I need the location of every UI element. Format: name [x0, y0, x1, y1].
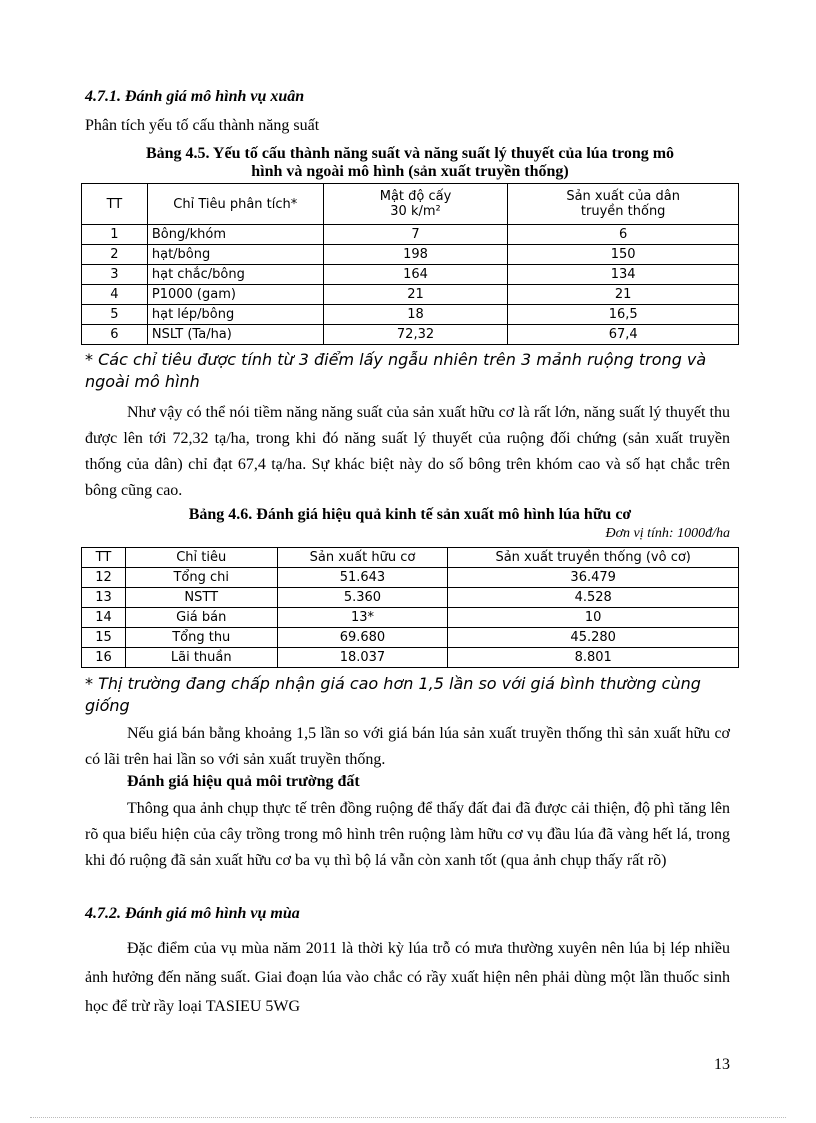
page-bottom-rule	[30, 1117, 786, 1118]
cell: 2	[82, 245, 148, 265]
table-row	[82, 628, 739, 648]
cell: 16	[82, 648, 126, 668]
cell: Tổng thu	[125, 628, 277, 648]
table-2-note	[85, 673, 745, 717]
page-number: 13	[714, 1056, 730, 1073]
table-row	[82, 285, 739, 305]
table-row	[82, 608, 739, 628]
cell: 67,4	[508, 325, 739, 345]
cell: 72,32	[323, 325, 508, 345]
header-density-line1: Mật độ cấy	[379, 189, 452, 204]
paragraph-soil: Thông qua ảnh chụp thực tế trên đồng ruộng để thấy đất đai đã được cải thiện, độ phì tăng lên rõ qua biểu hiện của cây trồng trong mô hình trên ruộng làm hữu cơ vụ đầu lúa đã vàng hết lá, trong khi đó ruộng đã sản xuất hữu cơ ba vụ thì bộ lá vẫn còn xanh tốt (qua ảnh chụp thấy rất rõ)	[85, 800, 730, 869]
table-row	[82, 588, 739, 608]
cell: 150	[508, 245, 739, 265]
table-1-note	[85, 349, 745, 393]
cell: 15	[82, 628, 126, 648]
table-row	[82, 265, 739, 285]
cell: 6	[508, 225, 739, 245]
paragraph-profit: Nếu giá bán bằng khoảng 1,5 lần so với giá bán lúa sản xuất truyền thống thì sản xuất hữu cơ có lãi trên hai lần so với sản xuất truyền thống.	[85, 725, 730, 768]
table-2-note-line1: * Thị trường đang chấp nhận giá cao hơn 1,5 lần so với giá bình thường cùng	[85, 674, 701, 693]
cell: 21	[323, 285, 508, 305]
paragraph-yield-potential: Như vậy có thể nói tiềm năng năng suất của sản xuất hữu cơ là rất lớn, năng suất lý thuyết thu được lên tới 72,32 tạ/ha, trong khi đó năng suất lý thuyết của ruộng đối chứng (sản xuất truyền thống của dân) chỉ đạt 67,4 tạ/ha. Sự khác biệt này do số bông trên khóm cao và số hạt chắc trên bông cũng cao.	[85, 404, 730, 499]
table-1-note-line2: ngoài mô hình	[85, 372, 200, 391]
section-heading-spring: 4.7.1. Đánh giá mô hình vụ xuân	[85, 88, 305, 105]
table-row	[82, 325, 739, 345]
header-traditional: Sản xuất truyền thống (vô cơ)	[448, 548, 739, 568]
economic-efficiency-table	[81, 547, 739, 668]
header-traditional	[508, 184, 739, 225]
cell: Bông/khóm	[147, 225, 323, 245]
cell: 18.037	[277, 648, 448, 668]
cell: 5.360	[277, 588, 448, 608]
table-1-note-line1: * Các chỉ tiêu được tính từ 3 điểm lấy ngẫu nhiên trên 3 mảnh ruộng trong và	[85, 350, 707, 369]
cell: NSTT	[125, 588, 277, 608]
cell: hạt lép/bông	[147, 305, 323, 325]
cell: hạt/bông	[147, 245, 323, 265]
header-indicator: Chỉ Tiêu phân tích*	[147, 184, 323, 225]
table-header-row	[82, 184, 739, 225]
table-row	[82, 568, 739, 588]
cell: 13*	[277, 608, 448, 628]
cell: 13	[82, 588, 126, 608]
table-header-row	[82, 548, 739, 568]
intro-text: Phân tích yếu tố cấu thành năng suất	[85, 117, 320, 134]
header-density-line2: 30 k/m²	[390, 204, 441, 219]
cell: 12	[82, 568, 126, 588]
cell: 21	[508, 285, 739, 305]
cell: 198	[323, 245, 508, 265]
cell: 1	[82, 225, 148, 245]
table-1-caption-line1: Bảng 4.5. Yếu tố cấu thành năng suất và năng suất lý thuyết của lúa trong mô	[145, 145, 675, 162]
header-traditional-line2: truyền thống	[580, 204, 666, 219]
header-indicator: Chỉ tiêu	[125, 548, 277, 568]
cell: P1000 (gam)	[147, 285, 323, 305]
table-1-caption	[80, 145, 740, 181]
header-tt: TT	[82, 548, 126, 568]
cell: 10	[448, 608, 739, 628]
cell: 6	[82, 325, 148, 345]
cell: 164	[323, 265, 508, 285]
section-heading-autumn: 4.7.2. Đánh giá mô hình vụ mùa	[85, 905, 300, 922]
cell: 16,5	[508, 305, 739, 325]
header-density	[323, 184, 508, 225]
cell: Tổng chi	[125, 568, 277, 588]
cell: 51.643	[277, 568, 448, 588]
cell: Giá bán	[125, 608, 277, 628]
header-tt: TT	[82, 184, 148, 225]
table-2-note-line2: giống	[85, 696, 130, 715]
cell: 14	[82, 608, 126, 628]
header-organic: Sản xuất hữu cơ	[277, 548, 448, 568]
cell: 5	[82, 305, 148, 325]
header-traditional-line1: Sản xuất của dân	[566, 189, 680, 204]
cell: 134	[508, 265, 739, 285]
cell: hạt chắc/bông	[147, 265, 323, 285]
cell: 4.528	[448, 588, 739, 608]
table-1-caption-line2: hình và ngoài mô hình (sản xuất truyền thống)	[251, 163, 569, 180]
cell: 4	[82, 285, 148, 305]
table-2-unit: Đơn vị tính: 1000đ/ha	[605, 526, 730, 541]
cell: 3	[82, 265, 148, 285]
table-row	[82, 225, 739, 245]
cell: 69.680	[277, 628, 448, 648]
yield-components-table	[81, 183, 739, 345]
cell: 18	[323, 305, 508, 325]
cell: 7	[323, 225, 508, 245]
table-row	[82, 648, 739, 668]
table-2-caption: Bảng 4.6. Đánh giá hiệu quả kinh tế sản xuất mô hình lúa hữu cơ	[188, 506, 632, 523]
paragraph-autumn: Đặc điểm của vụ mùa năm 2011 là thời kỳ lúa trỗ có mưa thường xuyên nên lúa bị lép nhiều ảnh hưởng đến năng suất. Giai đoạn lúa vào chắc có rầy xuất hiện nên phải dùng một lần thuốc sinh học để trừ rầy loại TASIEU 5WG	[85, 940, 730, 1015]
cell: NSLT (Ta/ha)	[147, 325, 323, 345]
cell: 36.479	[448, 568, 739, 588]
soil-heading: Đánh giá hiệu quả môi trường đất	[127, 773, 360, 790]
table-row	[82, 305, 739, 325]
cell: 8.801	[448, 648, 739, 668]
cell: 45.280	[448, 628, 739, 648]
cell: Lãi thuần	[125, 648, 277, 668]
table-row	[82, 245, 739, 265]
